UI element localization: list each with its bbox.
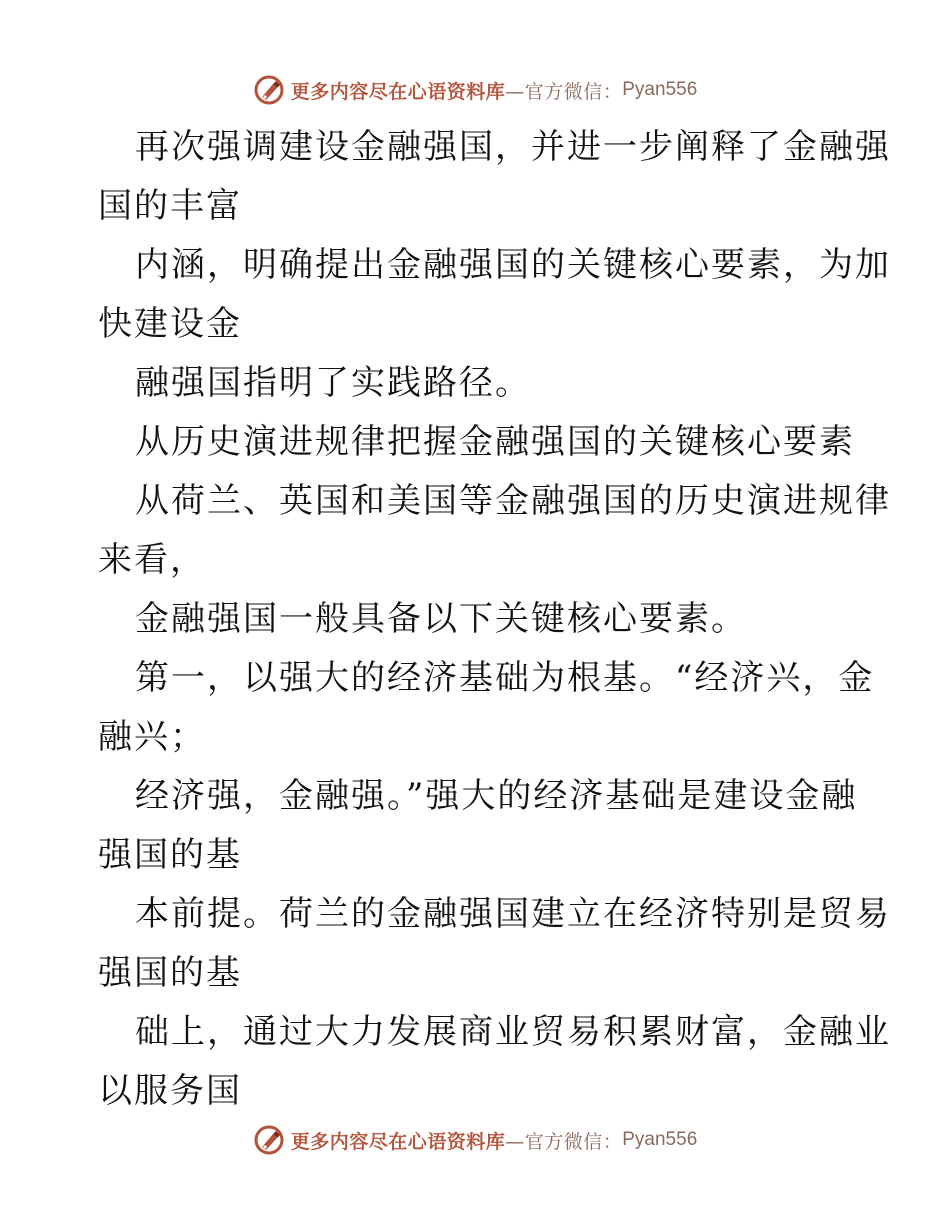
text-line: 来看， bbox=[98, 540, 206, 580]
text-line: 经济强，金融强。”强大的经济基础是建设金融 bbox=[135, 776, 858, 816]
text-line: 国的丰富 bbox=[98, 186, 242, 226]
text-line: 从荷兰、英国和美国等金融强国的历史演进规律 bbox=[135, 481, 891, 521]
text-line: 快建设金 bbox=[98, 304, 242, 344]
text-line: 第一，以强大的经济基础为根基。“经济兴，金 bbox=[135, 658, 875, 698]
watermark-text: 更多内容尽在心语资料库 bbox=[290, 80, 506, 103]
watermark-text: 更多内容尽在心语资料库 bbox=[290, 1130, 506, 1153]
footer-watermark bbox=[0, 1118, 950, 1162]
text-line: 融强国指明了实践路径。 bbox=[135, 363, 531, 403]
pen-logo-icon bbox=[253, 1124, 285, 1156]
pen-logo-icon bbox=[253, 74, 285, 106]
header-watermark bbox=[0, 68, 950, 112]
watermark-wechat-id: Pyan556 bbox=[622, 1129, 698, 1150]
text-line: 以服务国 bbox=[98, 1071, 242, 1111]
text-line: 础上，通过大力发展商业贸易积累财富，金融业 bbox=[135, 1012, 891, 1052]
section-heading-line: 从历史演进规律把握金融强国的关键核心要素 bbox=[135, 422, 855, 462]
text-line: 金融强国一般具备以下关键核心要素。 bbox=[135, 599, 747, 639]
watermark-wechat-label: —官方微信： bbox=[505, 1130, 623, 1153]
text-line: 内涵，明确提出金融强国的关键核心要素，为加 bbox=[135, 245, 891, 285]
watermark-wechat-id: Pyan556 bbox=[622, 79, 698, 100]
text-line: 强国的基 bbox=[98, 953, 242, 993]
document-body bbox=[98, 118, 891, 1121]
text-line: 本前提。荷兰的金融强国建立在经济特别是贸易 bbox=[135, 894, 891, 934]
text-line: 再次强调建设金融强国，并进一步阐释了金融强 bbox=[135, 127, 891, 167]
text-line: 强国的基 bbox=[98, 835, 242, 875]
watermark-wechat-label: —官方微信： bbox=[505, 80, 623, 103]
text-line: 融兴； bbox=[98, 717, 206, 757]
